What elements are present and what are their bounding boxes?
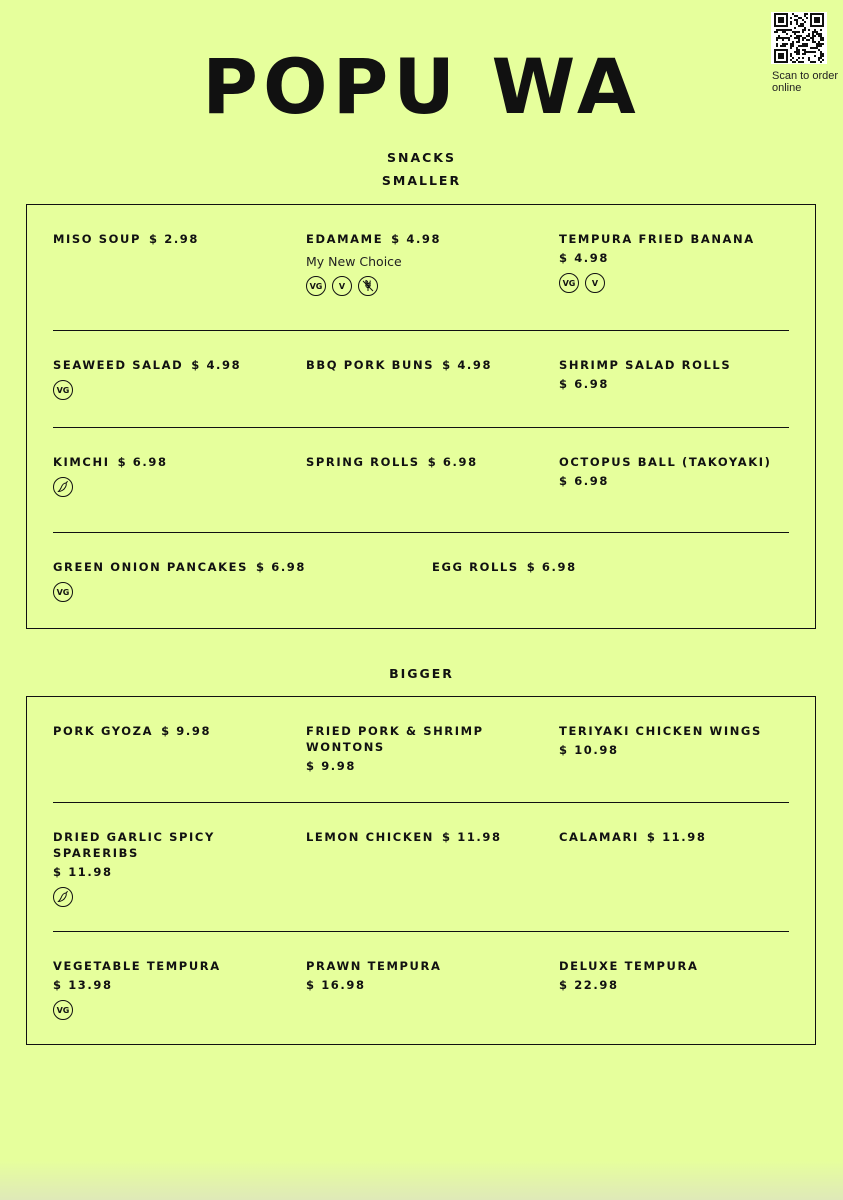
menu-item-name [53,231,298,247]
menu-item [559,231,804,293]
menu-item-price: $ 4.98 [191,358,242,372]
menu-item-name [559,958,804,974]
menu-item [306,958,551,993]
vegan-icon: VG [559,273,579,293]
menu-item-name-text: DRIED GARLIC SPICY SPARERIBS [53,830,215,860]
menu-item-name-text: KIMCHI [53,455,110,469]
dietary-badges [559,273,804,293]
dietary-badges [306,276,551,296]
menu-item-name-text: TEMPURA FRIED BANANA [559,232,755,246]
section-heading-snacks: SNACKS [386,150,456,165]
menu-item [306,357,551,373]
menu-item-name-text: TERIYAKI CHICKEN WINGS [559,724,762,738]
menu-item [559,454,804,489]
page-bottom-shade [0,1160,843,1200]
menu-item [53,357,298,400]
vegetarian-icon: V [332,276,352,296]
section-heading-smaller: SMALLER [381,173,462,188]
menu-item-name [53,357,298,373]
menu-item-name [559,357,804,373]
menu-item-name [559,829,804,845]
menu-item-price: $ 4.98 [559,251,609,265]
menu-item [53,958,298,1020]
menu-item-name [306,723,551,755]
vegan-icon: VG [53,1000,73,1020]
menu-item-name-text: GREEN ONION PANCAKES [53,560,249,574]
menu-item [559,829,804,845]
menu-item-price: $ 16.98 [306,978,366,992]
menu-item [559,958,804,993]
menu-item-name [306,357,551,373]
menu-item-price: $ 9.98 [161,724,212,738]
menu-item-price: $ 6.98 [117,455,168,469]
qr-code-icon[interactable] [771,12,827,64]
menu-item-name [53,723,298,739]
row-divider [53,330,789,331]
menu-item [559,357,804,392]
dietary-badges [53,477,298,497]
qr-caption: Scan to order online [772,70,839,94]
menu-item [53,559,413,602]
menu-item-name-text: PRAWN TEMPURA [306,959,442,973]
menu-item-name [559,454,804,470]
menu-item-name [53,559,413,575]
menu-item-price: $ 11.98 [53,865,113,879]
spicy-icon [53,887,73,907]
menu-item-name [559,723,804,739]
menu-item-name [53,829,298,861]
menu-item-name-text: SHRIMP SALAD ROLLS [559,358,732,372]
menu-item [432,559,762,575]
vegan-icon: VG [53,582,73,602]
menu-box-bigger [26,696,816,1045]
spicy-icon [53,477,73,497]
menu-item-price: $ 10.98 [559,743,619,757]
menu-item [306,723,551,774]
dietary-badges [53,1000,298,1020]
menu-item-description: My New Choice [306,254,402,269]
menu-item-name [53,454,298,470]
menu-item [53,829,298,907]
menu-item-name [306,454,551,470]
menu-item-price: $ 22.98 [559,978,619,992]
section-heading-bigger: BIGGER [389,666,454,681]
menu-item-name-text: EGG ROLLS [432,560,519,574]
vegetarian-icon: V [585,273,605,293]
menu-item [306,829,551,845]
menu-item-name-text: SPRING ROLLS [306,455,420,469]
menu-item-price: $ 4.98 [391,232,442,246]
vegan-icon: VG [306,276,326,296]
menu-item-price: $ 6.98 [559,474,609,488]
menu-item-name [432,559,762,575]
menu-item-name-text: OCTOPUS BALL (TAKOYAKI) [559,455,772,469]
menu-item-name-text: MISO SOUP [53,232,142,246]
menu-item-price: $ 6.98 [526,560,577,574]
menu-item-price: $ 4.98 [442,358,493,372]
menu-item-name-text: FRIED PORK & SHRIMP WONTONS [306,724,484,754]
dietary-badges [53,380,298,400]
menu-item-name [306,231,551,247]
row-divider [53,532,789,533]
vegan-icon: VG [53,380,73,400]
menu-item [53,723,298,739]
menu-item-name-text: PORK GYOZA [53,724,154,738]
menu-item-price: $ 6.98 [256,560,306,574]
menu-item-price: $ 6.98 [559,377,609,391]
row-divider [53,427,789,428]
menu-item-name [559,231,804,247]
menu-item-name-text: EDAMAME [306,232,384,246]
menu-item-name-text: SEAWEED SALAD [53,358,184,372]
menu-item-name [53,958,298,974]
menu-item-name-text: BBQ PORK BUNS [306,358,435,372]
menu-item-price: $ 11.98 [646,830,707,844]
menu-item-name-text: DELUXE TEMPURA [559,959,699,973]
menu-item [306,231,551,296]
row-divider [53,802,789,803]
menu-item-name [306,958,551,974]
dietary-badges [53,582,413,602]
menu-item [53,454,298,497]
menu-item-name-text: VEGETABLE TEMPURA [53,959,221,973]
menu-item [53,231,298,247]
row-divider [53,931,789,932]
menu-item-price: $ 13.98 [53,978,113,992]
menu-item-name-text: LEMON CHICKEN [306,830,435,844]
menu-item-price: $ 9.98 [306,759,356,773]
dietary-badges [53,887,298,907]
menu-item-name-text: CALAMARI [559,830,639,844]
menu-item-price: $ 11.98 [442,830,502,844]
menu-item [559,723,804,758]
gluten-free-icon [358,276,378,296]
restaurant-title: POPU WA [202,42,641,131]
menu-item-price: $ 6.98 [427,455,478,469]
menu-box-smaller [26,204,816,629]
menu-item-price: $ 2.98 [149,232,199,246]
menu-item-name [306,829,551,845]
menu-item [306,454,551,470]
